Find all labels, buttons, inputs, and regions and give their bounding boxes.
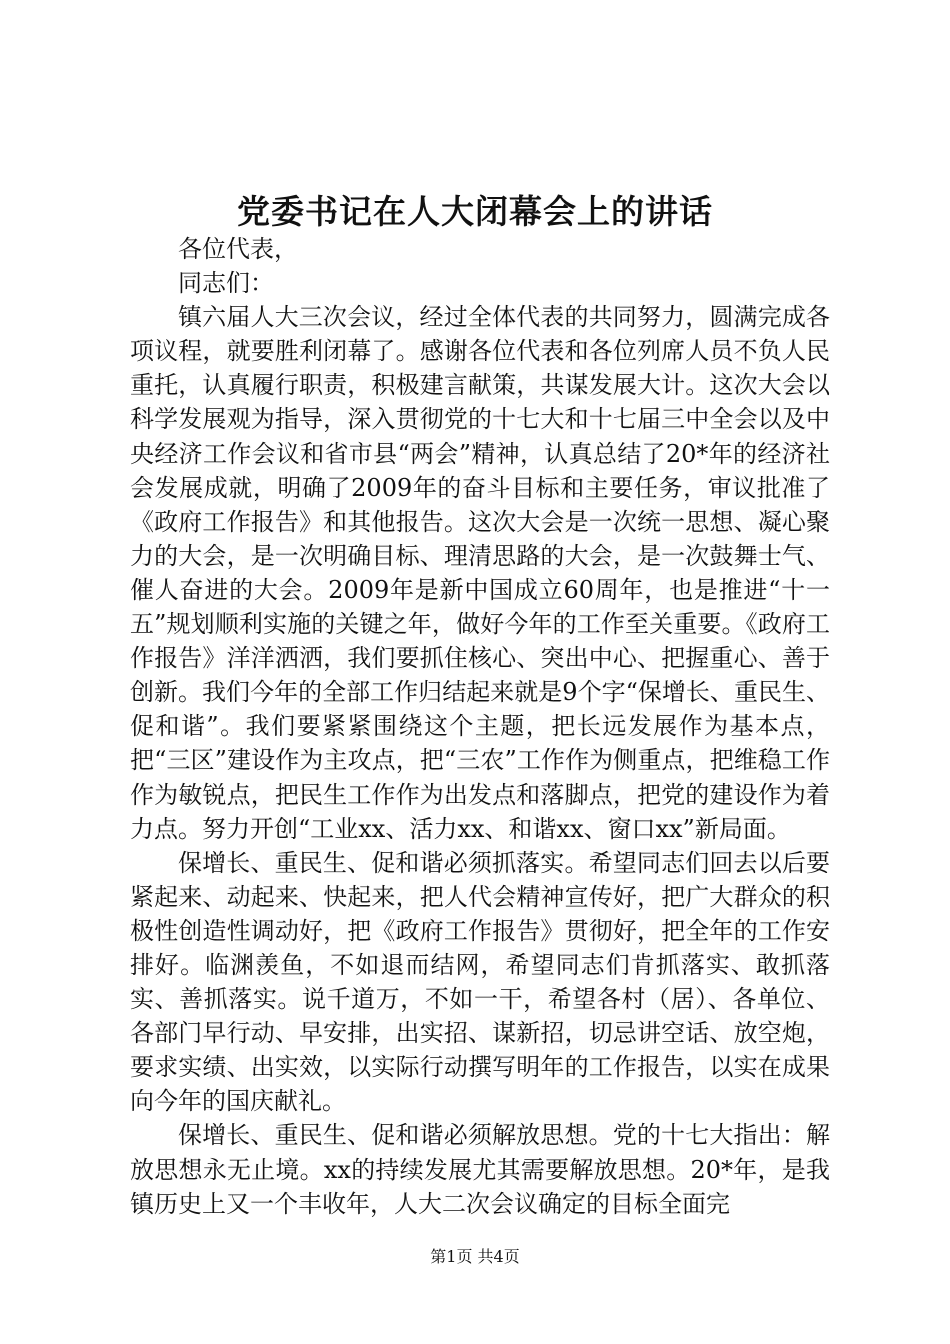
- salutation-delegates: 各位代表，: [178, 235, 298, 263]
- paragraph-2: 保增长、重民生、促和谐必须抓落实。希望同志们回去以后要紧起来、动起来、快起来，把人代会精神宣传好，把广大群众的积极性创造性调动好，把《政府工作报告》贯彻好，把全年的工作安排好。临渊羡鱼，不如退而结网，希望同志们肯抓落实、敢抓落实、善抓落实。说千道万，不如一干，希望各村（居）、各单位、各部门早行动、早安排，出实招、谋新招，切忌讲空话、放空炮，要求实绩、出实效，以实际行动撰写明年的工作报告，以实在成果向今年的国庆献礼。: [130, 848, 830, 1116]
- paragraph-1: 镇六届人大三次会议，经过全体代表的共同努力，圆满完成各项议程，就要胜利闭幕了。感谢各位代表和各位列席人员不负人民重托，认真履行职责，积极建言献策，共谋发展大计。这次大会以科学发展观为指导，深入贯彻党的十七大和十七届三中全会以及中央经济工作会议和省市县“两会”精神，认真总结了20*年的经济社会发展成就，明确了2009年的奋斗目标和主要任务，审议批准了《政府工作报告》和其他报告。这次大会是一次统一思想、凝心聚力的大会，是一次明确目标、理清思路的大会，是一次鼓舞士气、催人奋进的大会。2009年是新中国成立60周年，也是推进“十一五”规划顺利实施的关键之年，做好今年的工作至关重要。《政府工作报告》洋洋洒洒，我们要抓住核心、突出中心、把握重心、善于创新。我们今年的全部工作归结起来就是9个字“保增长、重民生、促和谐”。我们要紧紧围绕这个主题，把长远发展作为基本点，把“三区”建设作为主攻点，把“三农”工作作为侧重点，把维稳工作作为敏锐点，把民生工作作为出发点和落脚点，把党的建设作为着力点。努力开创“工业xx、活力xx、和谐xx、窗口xx”新局面。: [130, 303, 830, 843]
- page-footer: 第1页 共4页: [430, 1247, 520, 1266]
- paragraph-3: 保增长、重民生、促和谐必须解放思想。党的十七大指出：解放思想永无止境。xx的持续发展尤其需要解放思想。20*年，是我镇历史上又一个丰收年，人大二次会议确定的目标全面完: [130, 1121, 830, 1218]
- document-title: 党委书记在人大闭幕会上的讲话: [237, 192, 713, 231]
- salutation-comrades: 同志们：: [178, 269, 274, 298]
- document-body: [130, 232, 830, 1221]
